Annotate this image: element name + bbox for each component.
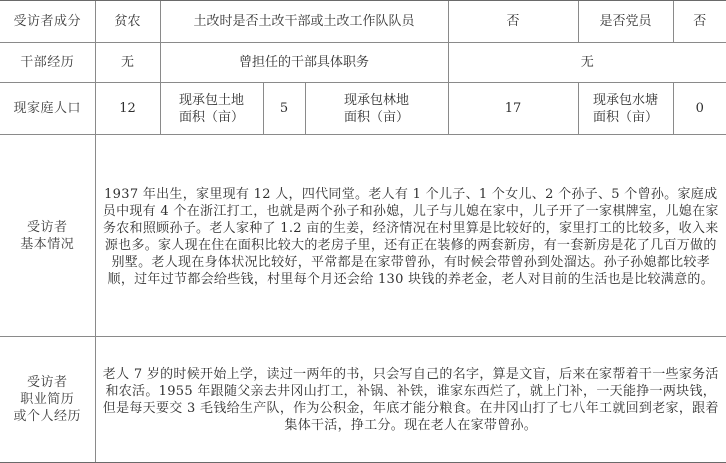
household-size-value: 12 — [95, 83, 160, 135]
basic-info-label: 受访者 基本情况 — [0, 135, 95, 337]
basic-info-text: 1937 年出生，家里现有 12 人，四代同堂。老人有 1 个儿子、1 个女儿、2 个孙子、5 个曾孙。家庭成员中现有 4 个在浙江打工，也就是两个孙子和孙媳，儿子与儿媳在家中，儿子开了一家棋牌室，儿媳在家务农和照顾孙子。老人家种了 1.2 亩的生姜，经济情况在村里算是比较好的，家里打工的比较多，收入来源也多。家人现在住在面积比较大的老房子里，还有正在装修的两套新房，有一套新房是花了几百万做的别墅。老人现在身体状况比较好，平常都是在家带曾孙，有时候会带曾孙到处溜达。孙子孙媳都比较孝顺，过年过节都会给些钱，村里每个月还会给 130 块钱的养老金，老人对目前的生活也是比较满意的。 — [95, 135, 726, 337]
party-member-label: 是否党员 — [578, 1, 673, 43]
land-reform-cadre-question: 土改时是否土改干部或土改工作队队员 — [160, 1, 448, 43]
party-member-value: 否 — [673, 1, 726, 43]
cadre-position-question: 曾担任的干部具体职务 — [160, 43, 448, 83]
contracted-pond-value: 0 — [673, 83, 726, 135]
contracted-forest-label: 现承包林地 面积（亩） — [305, 83, 448, 135]
career-text: 老人 7 岁的时候开始上学，读过一两年的书，只会写自己的名字，算是文盲，后来在家帮着干一些家务活和农活。1955 年跟随父亲去井冈山打工，补锅、补铁，谁家东西烂了，就上门补，一天能挣一两块钱，但是每天要交 3 毛钱给生产队，作为公积金，年底才能分粮食。在井冈山打了七八年工就回到老家，跟着集体干活，挣工分。现在老人在家带曾孙。 — [95, 337, 726, 463]
contracted-land-label: 现承包土地 面积（亩） — [160, 83, 263, 135]
row-composition — [0, 1, 726, 43]
row-career — [0, 337, 726, 463]
cadre-position-answer: 无 — [448, 43, 726, 83]
row-basic-info — [0, 135, 726, 337]
contracted-land-value: 5 — [263, 83, 305, 135]
row-household — [0, 83, 726, 135]
composition-label: 受访者成分 — [0, 1, 95, 43]
contracted-pond-label: 现承包水塘 面积（亩） — [578, 83, 673, 135]
household-size-label: 现家庭人口 — [0, 83, 95, 135]
row-cadre-experience — [0, 43, 726, 83]
land-reform-cadre-answer: 否 — [448, 1, 578, 43]
composition-value: 贫农 — [95, 1, 160, 43]
cadre-experience-value: 无 — [95, 43, 160, 83]
contracted-forest-value: 17 — [448, 83, 578, 135]
career-label: 受访者 职业简历 或个人经历 — [0, 337, 95, 463]
cadre-experience-label: 干部经历 — [0, 43, 95, 83]
